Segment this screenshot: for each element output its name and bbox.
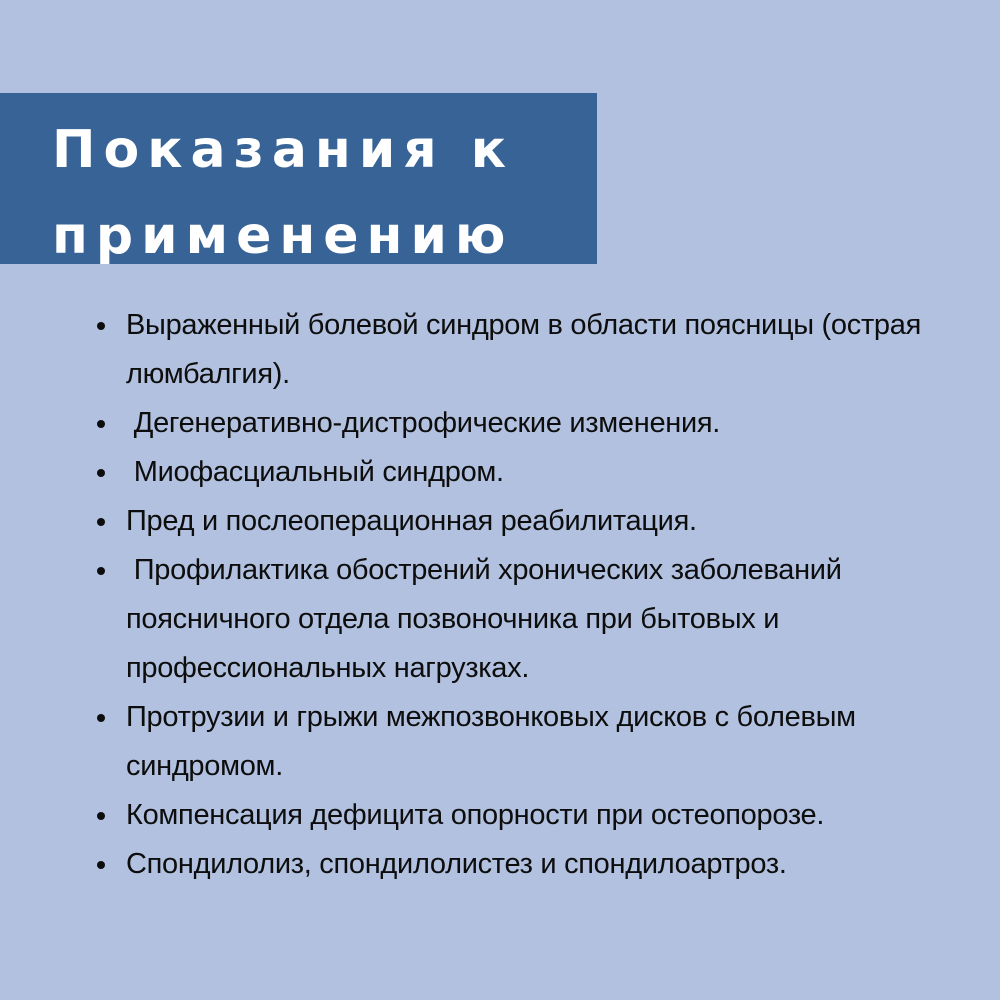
title-banner: [0, 93, 597, 264]
list-item: [97, 448, 977, 497]
list-item-text: Выраженный болевой синдром в области поясницы (острая люмбалгия).: [126, 309, 929, 390]
list-item-text: Дегенеративно-дистрофические изменения.: [126, 407, 721, 439]
indications-list: [97, 301, 977, 889]
bullet-icon: [97, 322, 105, 330]
list-item-text: Пред и послеоперационная реабилитация.: [126, 505, 697, 537]
list-item-text: Протрузии и грыжи межпозвонковых дисков с болевым синдромом.: [126, 701, 864, 782]
bullet-icon: [97, 861, 105, 869]
list-item: [97, 791, 977, 840]
list-item-text: Профилактика обострений хронических заболеваний поясничного отдела позвоночника при бытовых и профессиональных нагрузках.: [126, 554, 850, 684]
bullet-icon: [97, 469, 105, 477]
bullet-icon: [97, 812, 105, 820]
list-item: [97, 546, 977, 693]
list-item-text: Спондилолиз, спондилолистез и спондилоартроз.: [126, 848, 787, 880]
list-item-text: Миофасциальный синдром.: [126, 456, 504, 488]
title-line-1: Показания к: [52, 120, 515, 180]
list-item: [97, 693, 977, 791]
title-line-2: применению: [52, 206, 514, 266]
list-item-text: Компенсация дефицита опорности при остеопорозе.: [126, 799, 825, 831]
bullet-icon: [97, 567, 105, 575]
list-item: [97, 399, 977, 448]
list-item: [97, 497, 977, 546]
list-item: [97, 301, 977, 399]
bullet-icon: [97, 518, 105, 526]
list-item: [97, 840, 977, 889]
bullet-icon: [97, 420, 105, 428]
bullet-icon: [97, 714, 105, 722]
